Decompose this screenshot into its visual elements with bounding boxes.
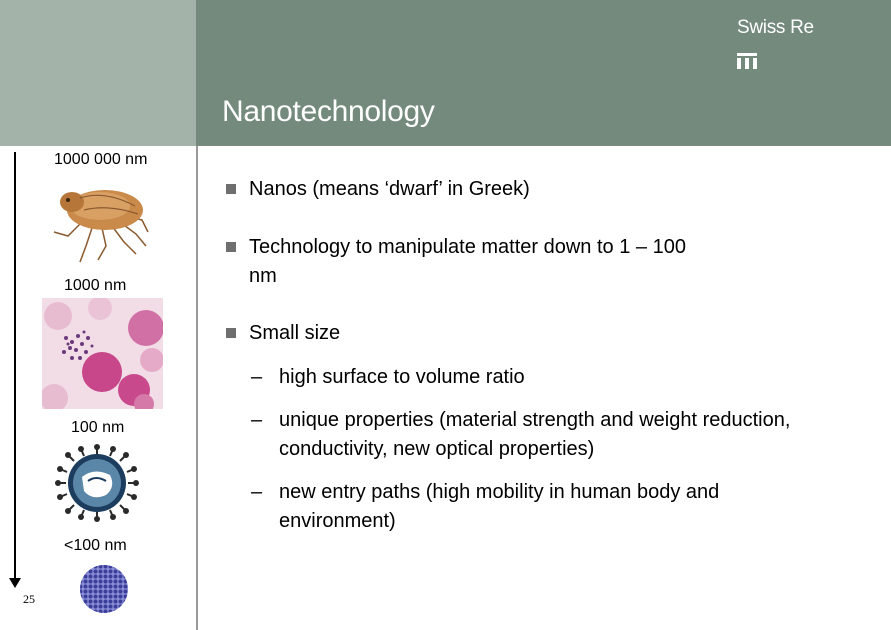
- sub-bullet-item: [251, 478, 821, 536]
- flea-image: [50, 176, 150, 264]
- virus-image: [54, 443, 140, 523]
- swiss-re-logo-icon: [737, 53, 757, 69]
- brand-name: Swiss Re: [737, 17, 814, 38]
- scale-label-100nm: 100 nm: [71, 419, 125, 436]
- dash-marker: –: [251, 366, 263, 388]
- nanoparticle-image: [78, 564, 130, 614]
- sub-bullet-text: unique properties (material strength and weight reduction, conductivity, new optical properties): [279, 409, 791, 460]
- bullet-item: [226, 233, 716, 291]
- page-title: Nanotechnology: [222, 95, 435, 128]
- sub-bullet-text: high surface to volume ratio: [279, 366, 525, 388]
- scale-arrow-head-icon: [9, 578, 21, 588]
- dash-marker: –: [251, 481, 263, 503]
- bullet-square-icon: [226, 328, 236, 338]
- dash-marker: –: [251, 409, 263, 431]
- bullet-text: Nanos (means ‘dwarf’ in Greek): [249, 178, 530, 200]
- bullet-item: [226, 175, 726, 204]
- scale-label-below-100nm: <100 nm: [64, 537, 127, 554]
- bullet-item: [226, 319, 726, 348]
- sub-bullet-item: [251, 406, 811, 464]
- sub-bullet-text: new entry paths (high mobility in human body and environment): [279, 481, 720, 532]
- bullet-text: Small size: [249, 322, 341, 344]
- divider-line: [196, 146, 198, 630]
- bullet-square-icon: [226, 184, 236, 194]
- page-number: 25: [23, 592, 35, 606]
- header-left-panel: [0, 0, 196, 146]
- bullet-square-icon: [226, 242, 236, 252]
- scale-label-1000nm: 1000 nm: [64, 277, 127, 294]
- scale-label-1000000nm: 1000 000 nm: [54, 151, 148, 168]
- bullet-text: Technology to manipulate matter down to 1 – 100 nm: [249, 236, 686, 287]
- blood-cells-image: [42, 298, 163, 409]
- scale-arrow-line: [14, 152, 16, 582]
- sub-bullet-item: [251, 363, 811, 392]
